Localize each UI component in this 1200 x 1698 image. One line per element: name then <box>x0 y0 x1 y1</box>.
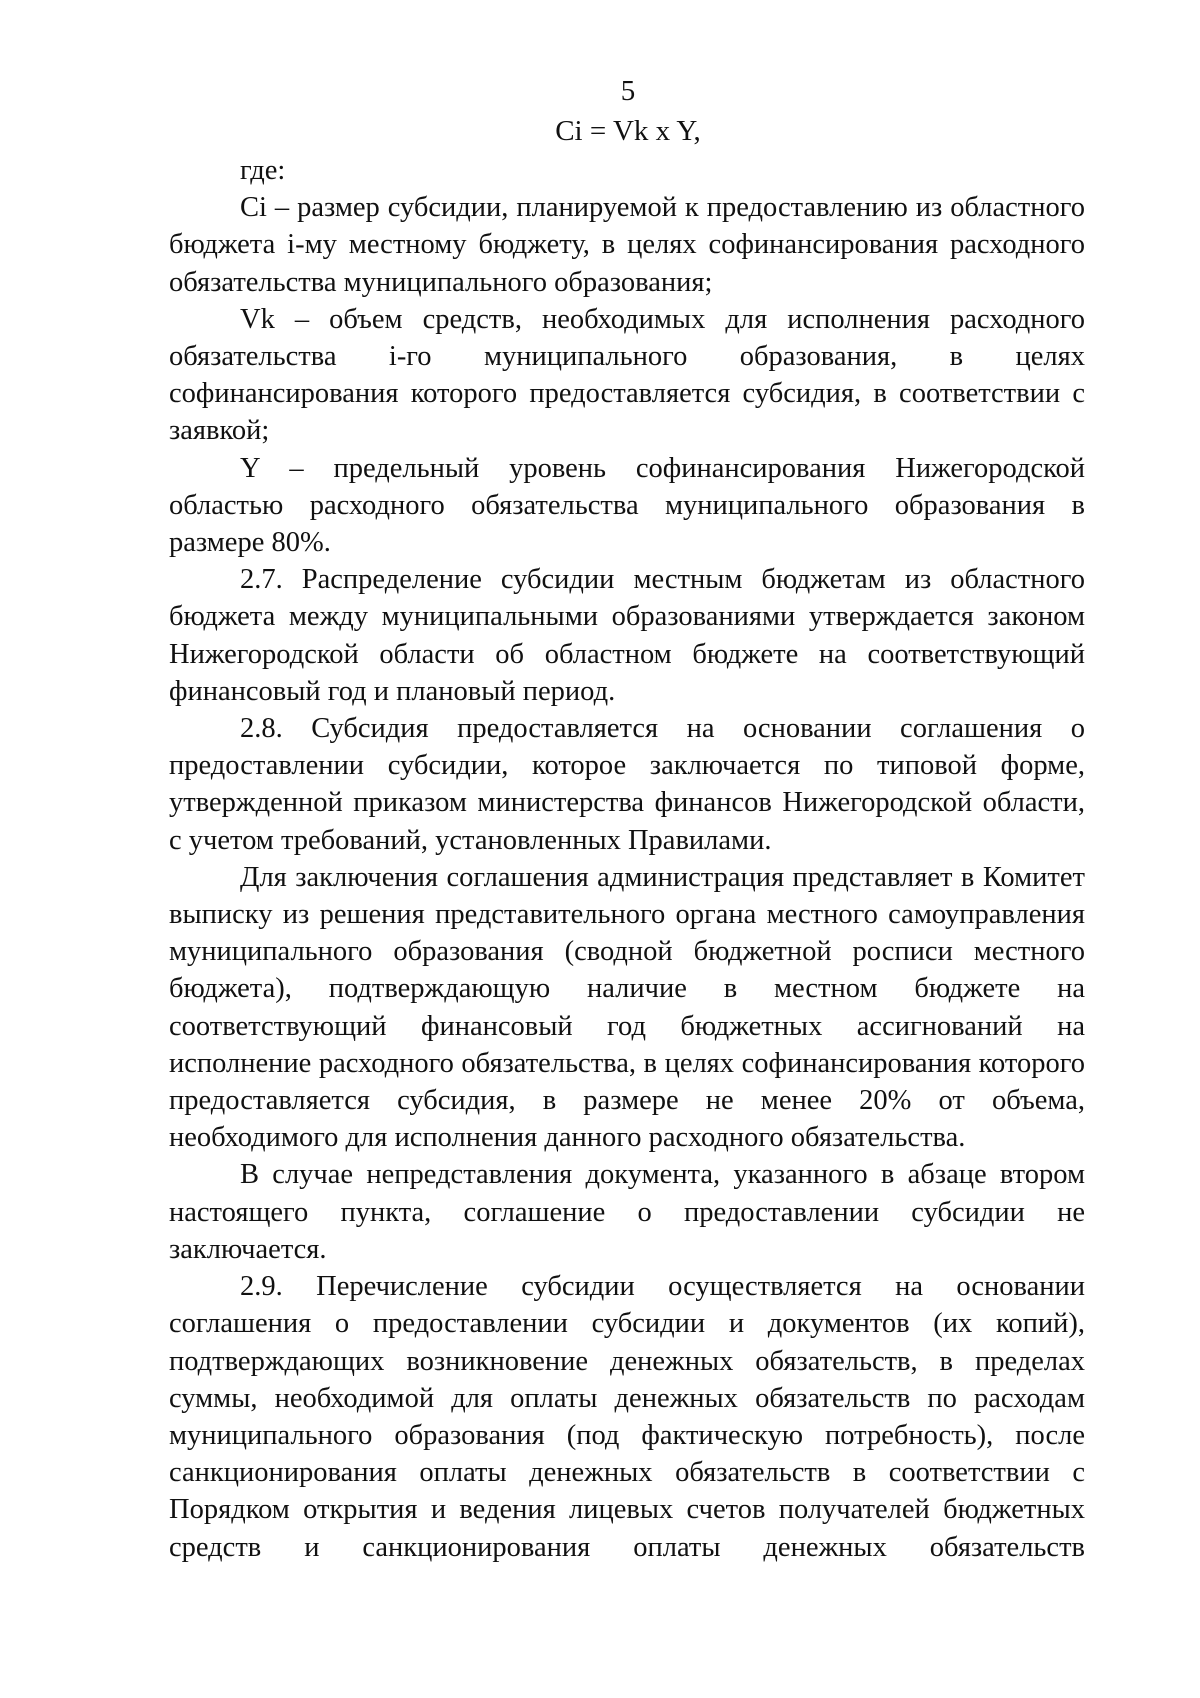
subsidy-formula: Ci = Vk x Y, <box>555 115 701 147</box>
paragraph-where: где: <box>240 155 286 186</box>
paragraph-vk-definition: Vk – объем средств, необходимых для исполнения расходного обязательства i-го муниципального образования, в целях софинансирования которого предоставляется субсидия, в соответствии с заявкой; <box>169 303 1085 447</box>
document-body <box>169 152 1085 1566</box>
paragraph-2-8: 2.8. Субсидия предоставляется на основании соглашения о предоставлении субсидии, которое заключается по типовой форме, утвержденной приказом министерства финансов Нижегородской области, с учетом требований, установленных Правилами. <box>169 713 1085 856</box>
paragraph-non-submission: В случае непредставления документа, указанного в абзаце втором настоящего пункта, соглашение о предоставлении субсидии не заключается. <box>169 1159 1085 1265</box>
paragraph-y-definition: Y – предельный уровень софинансирования Нижегородской областью расходного обязательства муниципального образования в размере 80%. <box>169 452 1085 559</box>
paragraph-agreement-documents: Для заключения соглашения администрация представляет в Комитет выписку из решения представительного органа местного самоуправления муниципального образования (сводной бюджетной росписи местного бюджета), подтверждающую наличие в местном бюджете на соответствующий финансовый год бюджетных ассигнований на исполнение расходного обязательства, в целях софинансирования которого предоставляется субсидия, в размере не менее 20% от объема, необходимого для исполнения данного расходного обязательства. <box>169 861 1085 1154</box>
paragraph-2-7: 2.7. Распределение субсидии местным бюджетам из областного бюджета между муниципальными образованиями утверждается законом Нижегородской области об областном бюджете на соответствующий финансовый год и плановый период. <box>169 564 1085 707</box>
paragraph-2-9: 2.9. Перечисление субсидии осуществляется на основании соглашения о предоставлении субсидии и документов (их копий), подтверждающих возникновение денежных обязательств, в пределах суммы, необходимой для оплаты денежных обязательств по расходам муниципального образования (под фактическую потребность), после санкционирования оплаты денежных обязательств в соответствии с Порядком открытия и ведения лицевых счетов получателей бюджетных средств и санкционирования оплаты денежных обязательств <box>169 1271 1085 1563</box>
page-number: 5 <box>620 75 636 107</box>
paragraph-ci-definition: Ci – размер субсидии, планируемой к предоставлению из областного бюджета i-му местному бюджету, в целях софинансирования расходного обязательства муниципального образования; <box>169 192 1085 298</box>
